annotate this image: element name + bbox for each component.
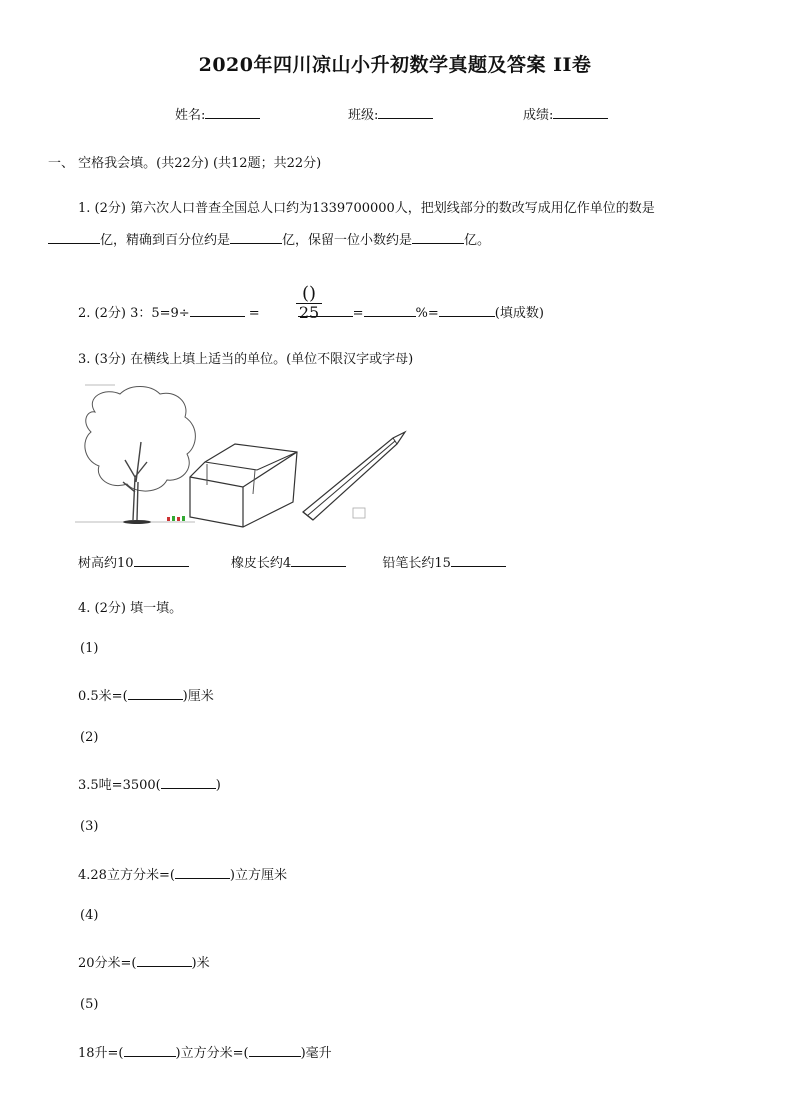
q4-2-left: 3.5吨=3500( [78,778,161,793]
class-label: 班级: [348,108,379,123]
q4-sub-3-num: (3) [80,819,99,834]
class-field[interactable] [348,104,433,123]
page-title: 2020年四川凉山小升初数学真题及答案 II卷 [198,54,592,76]
fraction-denominator: 25 [298,303,320,322]
q4-1-left: 0.5米=( [78,689,128,704]
q1-blank-3[interactable] [412,231,464,244]
section-heading: 一、 空格我会填。(共22分) (共12题；共22分) [48,156,322,171]
q4-sub-4-num: (4) [80,908,99,923]
q4-sub-1 [78,685,214,704]
q2-eq1: = [248,306,260,321]
q4-blank-5a[interactable] [124,1044,176,1057]
q4-blank-5b[interactable] [249,1044,301,1057]
q4-sub-3 [78,864,287,883]
q3-blank-eraser[interactable] [291,554,346,567]
q2-prefix: 2. (2分) 3：5=9÷ [78,306,190,321]
q1-line2 [48,229,490,248]
q3-text: 3. (3分) 在横线上填上适当的单位。(单位不限汉字或字母) [78,352,414,367]
q4-sub-4 [78,952,210,971]
q4-blank-3[interactable] [175,866,230,879]
score-blank[interactable] [553,106,608,119]
q4-4-left: 20分米=( [78,956,137,971]
q4-blank-4[interactable] [137,954,192,967]
fraction-numerator[interactable]: () [301,283,317,304]
q1-blank-1[interactable] [48,231,100,244]
q4-sub-5-num: (5) [80,997,99,1012]
q3-blank-tree[interactable] [134,554,189,567]
q4-sub-2-num: (2) [80,730,99,745]
eraser-icon [190,444,297,527]
q4-3-right: )立方厘米 [229,868,287,883]
q4-blank-1[interactable] [128,687,183,700]
q4-2-right: ) [215,778,221,793]
q4-sub-5 [78,1042,332,1061]
q2-eq2: = [352,306,364,321]
q2-suffix: (填成数) [494,306,544,321]
q3-pencil-label: 铅笔长约15 [382,556,451,571]
q4-4-right: )米 [191,956,210,971]
q2-blank-3[interactable] [364,304,416,317]
q2-blank-4[interactable] [439,304,495,317]
q2-blank-1[interactable] [190,304,245,317]
score-label: 成绩: [523,108,554,123]
score-field[interactable] [523,104,608,123]
q3-tree-label: 树高约10 [78,556,134,571]
q4-5-right: )毫升 [300,1046,332,1061]
q3-blank-pencil[interactable] [451,554,506,567]
class-blank[interactable] [378,106,433,119]
q1-text-b: 亿，保留一位小数约是 [282,233,413,248]
pencil-icon [303,432,405,520]
q3-illustration [75,382,415,532]
q4-sub-2 [78,774,221,793]
q1-blank-2[interactable] [230,231,282,244]
q2-percent: %= [415,306,439,321]
name-field[interactable] [175,104,260,123]
q4-3-left: 4.28立方分米=( [78,868,175,883]
name-label: 姓名: [175,108,206,123]
q4-text: 4. (2分) 填一填。 [78,601,183,616]
q4-sub-1-num: (1) [80,641,99,656]
q1-text-c: 亿。 [464,233,491,248]
q4-5-mid: )立方分米=( [175,1046,249,1061]
q4-5-left: 18升=( [78,1046,124,1061]
q3-answers [78,552,506,571]
name-blank[interactable] [205,106,260,119]
q4-1-right: )厘米 [182,689,214,704]
flowers-icon [167,516,185,521]
q4-blank-2[interactable] [161,776,216,789]
q3-eraser-label: 橡皮长约4 [230,556,292,571]
q2-fraction [296,283,322,322]
q1-line1: 1. (2分) 第六次人口普查全国总人口约为1339700000人，把划线部分的数改写成用亿作单位的数是 [78,201,655,216]
q1-text-a: 亿，精确到百分位约是 [100,233,231,248]
